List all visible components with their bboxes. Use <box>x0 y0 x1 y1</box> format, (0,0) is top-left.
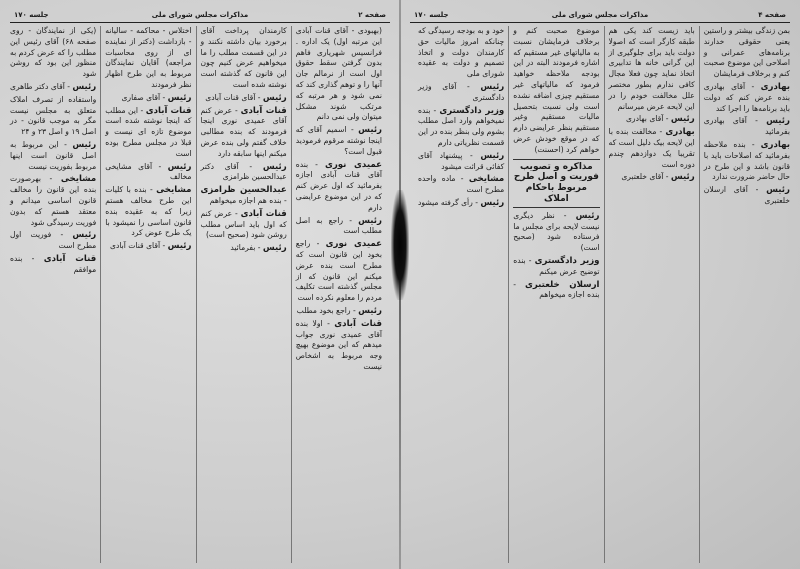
speech-paragraph <box>296 216 382 238</box>
speaker-name: قنات آبادی <box>240 105 287 116</box>
speech-paragraph <box>296 319 382 373</box>
speech-text: - بنده هم اجازه میخواهم <box>209 195 287 205</box>
speech-text: - عرض کنم که اول باید اساس مطلب روشن شود (صحیح است) <box>200 208 287 240</box>
speech-paragraph <box>296 160 382 214</box>
speaker-name: رئیس <box>670 172 695 183</box>
speech-text: - آقای بهادری بنده عرض کنم که دولت باید برنامه‌ها را اجرا کند <box>703 81 790 113</box>
speech-text: - آقای دکتر طاهری <box>10 81 70 91</box>
speaker-name: بهادری <box>760 139 790 150</box>
speech-paragraph <box>10 95 96 138</box>
speech-text: - راجع بخود مطلب <box>296 305 356 315</box>
speaker-name: رئیس <box>72 139 97 150</box>
speech-text: - مخالفت بنده با این لایحه بیک دلیل است که تقریبا یک دوازدهم چندم دوره است <box>608 127 695 169</box>
speech-text: - آقای ارسلان خلعتبری <box>703 185 790 205</box>
speaker-name: ارسلان خلعتبری <box>524 279 600 290</box>
speaker-name: وزیر دادگستری <box>534 255 600 266</box>
speech-text: - راجع بخود این قانون است که مطرح است بنده عرض میکنم این قانون که از مجلس گذشته است تکلیف مردم را معلوم نکرده است <box>295 239 382 303</box>
text-column <box>414 26 508 563</box>
speaker-name: بهادری <box>760 81 790 92</box>
speech-text: (بهبودی - آقای قنات آبادی این مرتبه اول) یک اداره . فرانسیس شهریاری فاهم بدون گرفتن سقط حقوق اول است از نرمالم جان آنها را و توهم گذاری کند که نمی شود و هر مرتبه که مرتکب شوند مشکل میتوان ولی نمی دانم <box>295 26 382 122</box>
speech-text: واستفاده از تصرف املاک متعلق به مجلس نیست مگر به موجب قانون - در اصل ۱۹ و اصل ۲۳ و ۲۴ <box>10 94 97 137</box>
speech-paragraph <box>513 280 599 302</box>
text-column <box>196 26 291 563</box>
speech-paragraph <box>609 114 695 125</box>
speaker-name: عمیدی نوری <box>325 239 382 250</box>
speech-paragraph <box>704 140 790 183</box>
speech-paragraph <box>704 185 790 207</box>
speech-text: - آقای صفاری <box>121 92 166 102</box>
speaker-name: رئیس <box>167 161 192 172</box>
speech-text: - بفرمائید <box>230 243 261 253</box>
speaker-name: مشایخی <box>156 185 192 196</box>
speech-paragraph <box>201 185 287 207</box>
speech-text: - بنده ملاحظه بفرمائید که اصلاحات باید با قانون باشد و این طرح در حال حاضر ضرورت ندارد <box>703 139 790 182</box>
ink-blot <box>391 190 409 300</box>
speaker-name: رئیس <box>167 241 192 252</box>
speaker-name: رئیس <box>358 215 382 226</box>
running-title: مذاکرات مجلس شورای ملی <box>551 11 649 19</box>
speaker-name: رئیس <box>358 305 382 316</box>
speech-text: - ماده واحده مطرح است <box>418 174 505 195</box>
speaker-name: رئیس <box>670 114 695 125</box>
speech-text: - راجع به اصل مطلب است <box>295 215 382 236</box>
speech-paragraph <box>418 26 504 80</box>
text-columns <box>6 26 386 563</box>
speech-paragraph <box>296 26 382 123</box>
speech-paragraph <box>10 26 96 80</box>
speech-paragraph <box>418 106 504 149</box>
speaker-name: رئیس <box>72 81 97 92</box>
speaker-name: مشایخی <box>468 174 505 185</box>
speech-text: - بنده موافقم <box>10 253 97 274</box>
speech-paragraph <box>201 93 287 104</box>
speech-paragraph <box>418 174 504 196</box>
speech-text: - آقای قنات آبادی <box>205 92 261 102</box>
speaker-name: عبدالحسین ظرامزی <box>200 185 287 196</box>
speech-text: - بنده نمیخواهم وارد اصل مطلب بشوم ولی بنظر بنده در این قسمت نظریاتی دارم <box>418 105 505 147</box>
speaker-name: عمیدی نوری <box>324 159 382 170</box>
speaker-name: وزیر دادگستری <box>439 105 505 116</box>
speech-paragraph <box>10 230 96 252</box>
speech-paragraph <box>201 26 287 91</box>
page-header <box>410 8 790 23</box>
speech-paragraph <box>201 162 287 184</box>
speech-paragraph <box>105 185 191 239</box>
speech-text: - آقای دکتر عبدالحسین ظرامزی <box>200 161 287 182</box>
speech-text: خود و به بودجه رسیدگی که چنانکه امروز مالیات حق کارمندان دولت و اتخاذ تصمیم و دولت به عقیده شورای ملی <box>418 26 505 79</box>
speech-text: - اسمیم آقای که اینجا نوشته مرقوم فرمودید قبول است؟ <box>295 125 382 156</box>
speech-paragraph <box>609 127 695 170</box>
speech-paragraph <box>201 106 287 160</box>
speech-paragraph <box>418 198 504 209</box>
speech-text: - عرض کنم آقای عمیدی نوری اینجا فرمودند که بنده مطالبی خلاف گفتم ولی بنده عرض میکنم اینها سابقه دارد <box>200 105 287 158</box>
speech-paragraph <box>201 209 287 241</box>
speech-text: - آقای بهادری <box>625 114 669 124</box>
speaker-name: رئیس <box>72 230 97 241</box>
speech-text: - این مطلب که اینجا نوشته شده است موضوع تازه ای نیست و قبلا در مجلس مطرح بوده است <box>105 105 192 158</box>
text-column <box>291 26 386 563</box>
speaker-name: رئیس <box>262 243 287 254</box>
speech-paragraph <box>105 241 191 252</box>
speech-text: - پیشنهاد آقای کفائی قرائت میشود <box>418 150 505 171</box>
running-title: مذاکرات مجلس شورای ملی <box>151 11 249 19</box>
text-column <box>6 26 100 563</box>
speaker-name: رئیس <box>262 92 287 103</box>
speech-paragraph <box>418 151 504 173</box>
speech-text: - فوریت اول مطرح است <box>10 230 97 251</box>
speech-paragraph <box>10 174 96 228</box>
speaker-name: رئیس <box>480 150 505 161</box>
speech-paragraph <box>10 254 96 276</box>
speech-text: موضوع صحبت کنم و برخلاف فرمایشان نسبت به مالیاتهای غیر مستقیم که اشاره فرمودند البته در این بودجه ملاحظه خواهید فرمود که مالیاتهای غیر مستقیم چیزی اضافه نشده است ولی نسبت بتحصیل مالیات مستقیم وغیر مستقیم بنظر عرایضی دارم که در موقع خودش عرض خواهم کرد (احسنت) <box>513 26 600 154</box>
speech-paragraph <box>105 106 191 160</box>
speech-paragraph <box>296 306 382 317</box>
speaker-name: قنات آبادی <box>43 253 97 264</box>
text-column <box>604 26 699 563</box>
speech-text: - بهرصورت بنده این قانون را مخالف قانون اساسی میدانم و معتقد هستم که بدون فوریت رسیدگی شود <box>10 174 97 227</box>
speech-text: - اولا بنده آقای عمیدی نوری جواب میدهم که این موضوع بهیچ وجه مربوط به اشخاص نیست <box>295 318 382 371</box>
section-heading: مذاکره و تصویب فوریت و اصل طرح مربوط باحکام املاک <box>513 159 599 208</box>
speech-text: - آقای مشایخی مخالف <box>105 161 192 182</box>
speech-text: - بنده آقای قنات آبادی اجازه بفرمائید که اول عرض کنم که در این موضوع عرایضی دارم <box>295 159 382 212</box>
speech-paragraph <box>704 116 790 138</box>
speech-paragraph <box>513 256 599 278</box>
speaker-name: مشایخی <box>60 174 97 185</box>
right-page <box>400 0 800 569</box>
speech-paragraph <box>418 82 504 104</box>
page-header <box>10 8 390 23</box>
speaker-name: رئیس <box>766 116 790 127</box>
speaker-name: قنات آبادی <box>145 105 192 116</box>
speech-text: (یکی از نمایندگان - روی صفحه ۶۸) آقای رئیس این مطلب را که عرض کردم به منظور این بود که روشن شود <box>10 26 97 79</box>
speaker-name: رئیس <box>575 210 600 221</box>
speech-text: - بنده توضیح عرض میکنم <box>513 255 600 276</box>
speech-paragraph <box>704 82 790 114</box>
speech-text: کارمندان پرداخت آقای برخورد بیان داشته نکنند و در این قسمت مطلب را ما میخواهیم عرض کنیم چون این قانون که گذشته است نوشته شده است <box>200 26 287 89</box>
speech-text: - بنده اجازه میخواهم <box>513 279 600 300</box>
speech-text: - آقای وزیر دادگستری <box>418 81 505 102</box>
speech-paragraph <box>105 162 191 184</box>
speech-paragraph <box>296 125 382 157</box>
speech-paragraph <box>201 243 287 254</box>
speech-paragraph <box>609 172 695 183</box>
speech-paragraph <box>513 211 599 254</box>
speaker-name: رئیس <box>480 197 505 208</box>
speech-paragraph <box>105 26 191 91</box>
speaker-name: رئیس <box>766 185 790 196</box>
session-number: جلسه ۱۷۰ <box>14 11 49 19</box>
speaker-name: قنات آبادی <box>240 208 287 219</box>
speech-text: - نظر دیگری نیست لایحه برای مجلس ما فرستاده شود (صحیح است) <box>513 210 600 253</box>
speech-text: - رأی گرفته میشود <box>418 197 478 207</box>
text-column <box>508 26 603 563</box>
text-column <box>100 26 195 563</box>
speech-paragraph <box>296 239 382 304</box>
speech-text: - آقای قنات آبادی <box>110 241 166 251</box>
page-number: صفحه ۲ <box>358 11 386 19</box>
speech-text: اختلاس - محاکمه - سالیانه - بازداشت (دکتر از نماینده ای از روی محاسبات مراجعه) آقایان نمایندگان مربوط به این طرح اظهار نظر فرمودند <box>105 26 192 89</box>
speech-paragraph <box>105 93 191 104</box>
speaker-name: رئیس <box>262 161 287 172</box>
speech-text: بمن زندگی بیشتر و راستین یعنی حقوقی خدارند برنامه‌های عمرانی و اصلاحی این موضوع صحبت کنم و برخلاف فرمایشان <box>703 26 790 79</box>
speech-paragraph <box>513 26 599 156</box>
speaker-name: قنات آبادی <box>334 318 382 329</box>
speech-paragraph <box>609 26 695 112</box>
speech-paragraph <box>10 82 96 93</box>
text-column <box>699 26 794 563</box>
page-number: صفحه ۴ <box>758 11 786 19</box>
speech-text: - آقای خلعتبری <box>621 172 669 182</box>
speech-paragraph <box>704 26 790 80</box>
speaker-name: رئیس <box>480 81 505 92</box>
speaker-name: رئیس <box>167 92 192 103</box>
speech-text: - آقای بهادری بفرمائید <box>703 116 790 137</box>
speech-paragraph <box>10 140 96 172</box>
speech-text: - بنده با کلیات این طرح مخالف هستم زیرا که به عقیده بنده قانون اساسی را نمیشود با یک طرح عوض کرد <box>105 185 192 238</box>
session-number: جلسه ۱۷۰ <box>414 11 449 19</box>
speech-text: باید زیست کند یکی هم طبقه کارگر است که اصولا دولت باید برای جلوگیری از این گرانی خانه ها تدابیری اتخاذ نماید چون فعلا مجال کافی ندارم بطور مختصر علل مخالفت خودم را در این لایحه عرض میرسانم <box>608 26 695 111</box>
speaker-name: رئیس <box>358 125 383 136</box>
text-columns <box>414 26 794 563</box>
speech-text: - این مربوط به اصل قانون است اینها مربوط بفوریت نیست <box>10 139 97 171</box>
speaker-name: بهادری <box>665 127 695 138</box>
